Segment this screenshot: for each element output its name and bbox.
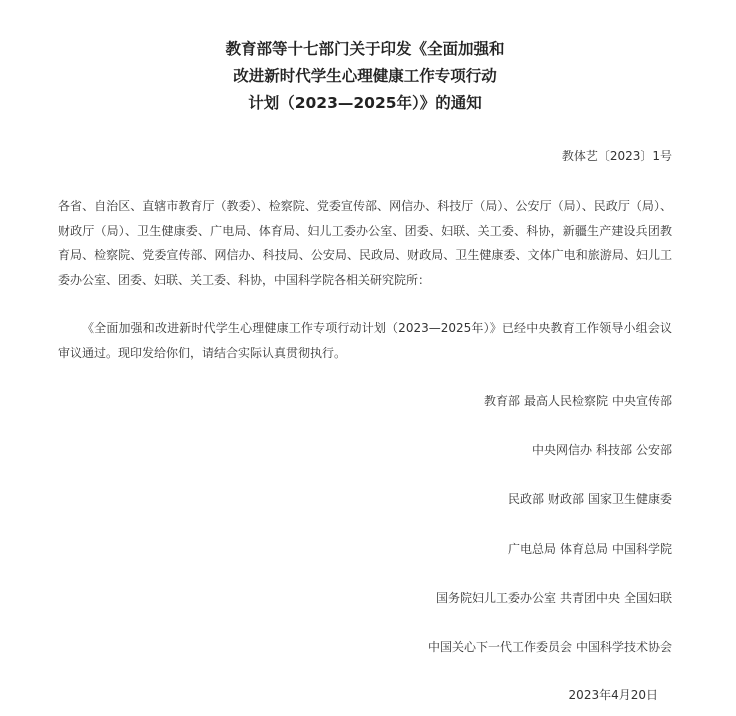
signatory-line-1	[484, 392, 672, 410]
signatory: 中央宣传部	[611, 394, 672, 408]
signatory: 科技部	[595, 443, 632, 457]
signatory: 全国妇联	[623, 591, 672, 605]
title-line-3: 计划（2023—2025年）》的通知	[248, 94, 482, 112]
signatory: 国务院妇儿工委办公室	[435, 591, 556, 605]
signatory: 民政部	[507, 492, 544, 506]
issue-date: 2023年4月20日	[568, 688, 658, 702]
signatory: 财政部	[547, 492, 584, 506]
signatory: 中国科学院	[611, 542, 672, 556]
signatory: 共青团中央	[559, 591, 620, 605]
signatory-line-6	[428, 638, 672, 656]
signatory: 广电总局	[507, 542, 556, 556]
signatory-line-2	[532, 441, 672, 459]
signatory-line-5	[436, 589, 672, 607]
signatory: 中国关心下一代工作委员会	[427, 640, 572, 654]
signatory: 体育总局	[559, 542, 608, 556]
signatory: 最高人民检察院	[523, 394, 608, 408]
body-paragraph: 《全面加强和改进新时代学生心理健康工作专项行动计划（2023—2025年）》已经中央教育工作领导小组会议审议通过。现印发给你们，请结合实际认真贯彻执行。	[58, 321, 672, 360]
signatory: 中国科学技术协会	[575, 640, 672, 654]
signatory: 国家卫生健康委	[587, 492, 672, 506]
signatory: 公安部	[635, 443, 672, 457]
document-number: 教体艺〔2023〕1号	[561, 149, 672, 163]
signatory-line-4	[508, 540, 672, 558]
document-title	[58, 36, 672, 117]
signatory: 中央网信办	[531, 443, 592, 457]
recipients-paragraph: 各省、自治区、直辖市教育厅（教委）、检察院、党委宣传部、网信办、科技厅（局）、公安厅（局）、民政厅（局）、财政厅（局）、卫生健康委、广电局、体育局、妇儿工委办公室、团委、妇联、关工委、科协，新疆生产建设兵团教育局、检察院、党委宣传部、网信办、科技局、公安局、民政局、财政局、卫生健康委、文体广电和旅游局、妇儿工委办公室、团委、妇联、关工委、科协，中国科学院各相关研究院所：	[58, 199, 672, 287]
signatory-line-3	[508, 490, 672, 508]
title-line-2: 改进新时代学生心理健康工作专项行动	[233, 67, 497, 85]
title-line-1: 教育部等十七部门关于印发《全面加强和	[225, 40, 505, 58]
signatory: 教育部	[483, 394, 520, 408]
